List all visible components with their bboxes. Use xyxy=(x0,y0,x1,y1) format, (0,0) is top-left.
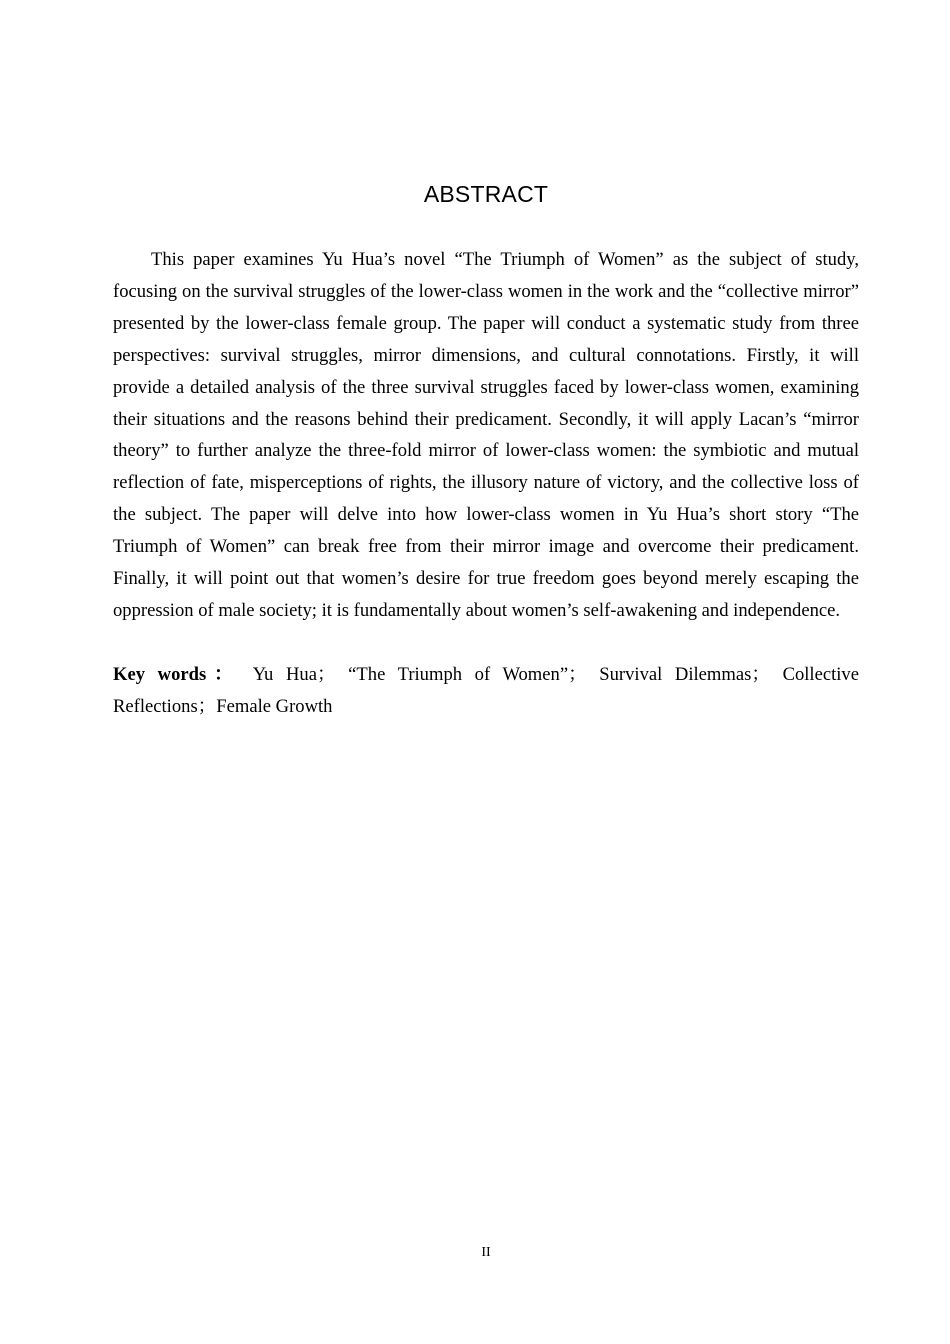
keywords-paragraph xyxy=(113,659,859,723)
abstract-title: ABSTRACT xyxy=(423,181,549,207)
page-number: II xyxy=(481,1245,491,1260)
keywords-label: Key words： xyxy=(113,664,241,685)
abstract-body: This paper examines Yu Hua’s novel “The Triumph of Women” as the subject of study, focusing on the survival struggles of the lower-class women in the work and the “collective mirror” presented by the lower-class female group. The paper will conduct a systematic study from three perspectives: survival struggles, mirror dimensions, and cultural connotations. Firstly, it will provide a detailed analysis of the three survival struggles faced by lower-class women, examining their situations and the reasons behind their predicament. Secondly, it will apply Lacan’s “mirror theory” to further analyze the three-fold mirror of lower-class women: the symbiotic and mutual reflection of fate, misperceptions of rights, the illusory nature of victory, and the collective loss of the subject. The paper will delve into how lower-class women in Yu Hua’s short story “The Triumph of Women” can break free from their mirror image and overcome their predicament. Finally, it will point out that women’s desire for true freedom goes beyond merely escaping the oppression of male society; it is fundamentally about women’s self-awakening and independence. xyxy=(113,249,859,621)
keywords-text: Yu Hua； “The Triumph of Women”； Survival Dilemmas； Collective Reflections；Female Growth xyxy=(113,664,859,717)
